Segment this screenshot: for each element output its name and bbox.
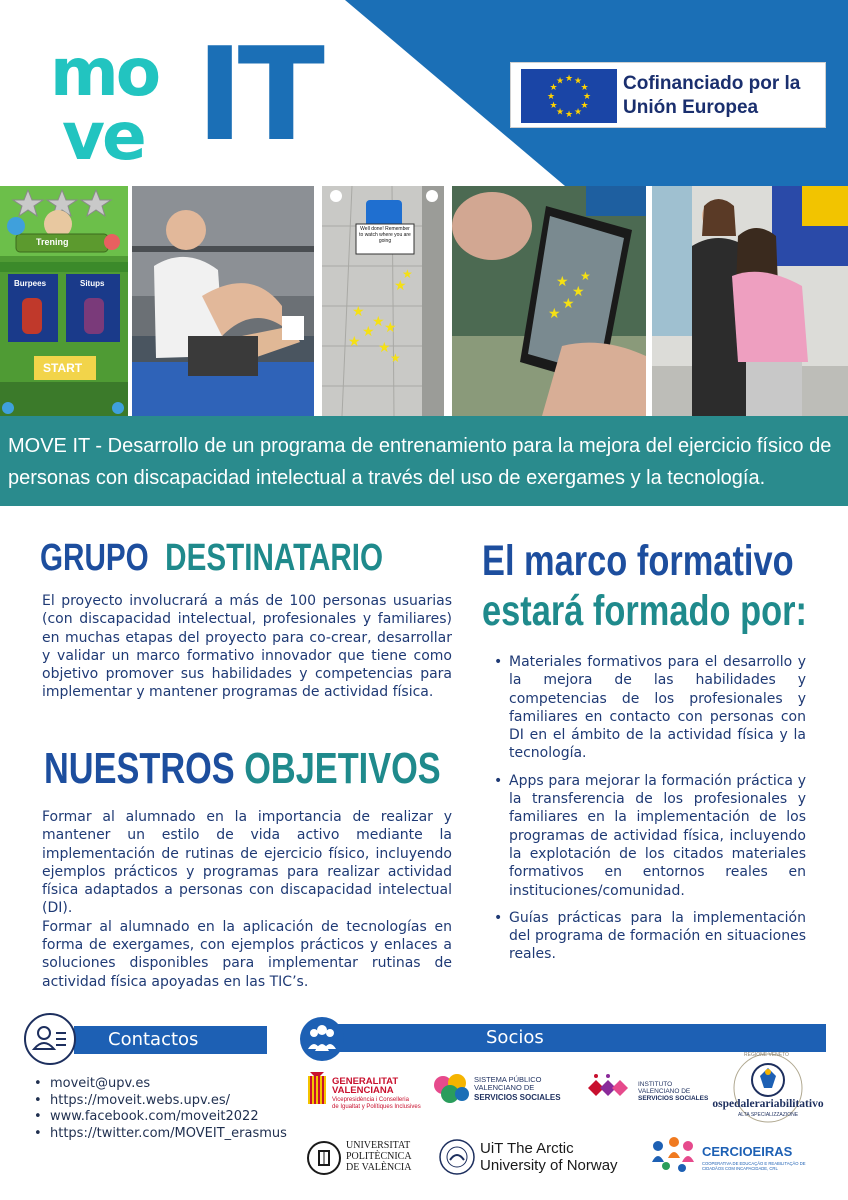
marco-heading [482, 536, 807, 636]
svg-text:★: ★ [572, 284, 585, 300]
contact-twitter-link[interactable]: • https://twitter.com/MOVEIT_erasmus [34, 1126, 287, 1143]
upv-line-3: DE VALÈNCIA [346, 1162, 412, 1173]
photo-ar-street [322, 186, 444, 416]
svg-text:★: ★ [562, 296, 575, 312]
gva-line-4: de Igualtat y Polítiques Inclusives [332, 1104, 421, 1110]
partner-generalitat-valenciana [306, 1070, 421, 1116]
cerci-name: CERCIOEIRAS [702, 1144, 793, 1159]
svg-text:★: ★ [546, 92, 556, 102]
svg-text:★: ★ [362, 324, 375, 340]
sps-line-2: VALENCIANO DE [474, 1083, 535, 1092]
svg-text:★: ★ [549, 83, 558, 93]
marco-heading-line-2: estará formado por: [482, 587, 807, 635]
svg-text:★: ★ [378, 340, 391, 356]
ivss-line-3: SERVICIOS SOCIALES [638, 1095, 709, 1102]
partner-upv [306, 1138, 430, 1178]
svg-text:★: ★ [402, 267, 413, 281]
upv-crest-icon [306, 1140, 342, 1176]
app-tab-label: Trening [36, 237, 69, 247]
grupo-heading-word-2: DESTINATARIO [165, 537, 384, 579]
ospedale-name: ospedalerariabilitativo [712, 1098, 824, 1110]
photo-app-screen [0, 186, 128, 416]
svg-text:★: ★ [580, 83, 589, 93]
photo-two-women [652, 186, 848, 416]
svg-text:★: ★ [548, 306, 561, 322]
ospedale-region: REGIONE VENETO [744, 1052, 789, 1058]
grupo-heading [40, 537, 383, 580]
photo-strip [0, 186, 848, 416]
logo-mo: mo [50, 34, 159, 111]
ar-sign-text: Well done! Remember to watch where you are going [359, 226, 411, 244]
svg-text:★: ★ [573, 107, 583, 118]
uit-line-1: UiT The Arctic [480, 1140, 574, 1157]
partner-ospedale-riabilitativo [712, 1052, 824, 1132]
svg-text:★: ★ [564, 110, 574, 120]
partner-ivss [584, 1072, 708, 1106]
partner-cercioeiras [648, 1130, 828, 1182]
contact-card-icon [24, 1013, 76, 1065]
sps-line-1: SISTEMA PÚBLICO [474, 1075, 542, 1084]
app-exercise-2: Situps [80, 279, 105, 288]
sps-line-3: SERVICIOS SOCIALES [474, 1093, 561, 1102]
eu-cofunding-text: Cofinanciado por la Unión Europea [623, 73, 801, 118]
objetivos-text [42, 808, 452, 991]
marco-list-item: • Materiales formativos para el desarrollo y la mejora de las habilidades y competencias de los profesionales y familiares en contacto con personas con DI en el ámbito de la actividad física y la tecnología. [494, 653, 806, 763]
svg-text:★: ★ [352, 304, 365, 320]
uit-seal-icon [438, 1138, 476, 1176]
photo-man-exercising [132, 186, 314, 416]
marco-list-item: • Apps para mejorar la formación práctica y la transferencia de los profesionales y familiares en la implementación de los programas de actividad física, incluyendo la explotación de los citados materiales formativos en entornos reales en instituciones/comunidad. [494, 772, 806, 900]
svg-text:★: ★ [564, 74, 574, 84]
ospedale-sub: ALTA SPECIALIZZAZIONE [737, 1112, 799, 1118]
svg-text:★: ★ [384, 320, 397, 336]
svg-text:★: ★ [580, 269, 591, 283]
eu-cofunding-badge [510, 62, 826, 128]
svg-text:★: ★ [556, 274, 569, 290]
svg-text:★: ★ [582, 92, 592, 102]
ivss-logo-icon [584, 1072, 636, 1102]
marco-heading-line-1: El marco formativo [482, 537, 794, 585]
generalitat-crest-icon [306, 1072, 328, 1112]
project-banner [0, 416, 848, 506]
objetivos-heading [44, 744, 441, 794]
contact-facebook-link[interactable]: • www.facebook.com/moveit2022 [34, 1109, 287, 1126]
svg-text:★: ★ [372, 314, 385, 330]
sistema-publico-logo-icon [432, 1072, 472, 1106]
logo-it: IT [196, 21, 319, 170]
marco-list [494, 653, 806, 973]
ivss-line-2: VALENCIANO DE [638, 1088, 691, 1095]
gva-line-2: VALENCIANA [332, 1085, 394, 1096]
grupo-heading-word-1: GRUPO [40, 537, 149, 579]
contact-website-link[interactable]: • https://moveit.webs.upv.es/ [34, 1093, 287, 1110]
partner-uit [438, 1136, 634, 1178]
svg-text:★: ★ [348, 334, 361, 350]
project-banner-text: MOVE IT - Desarrollo de un programa de entrenamiento para la mejora del ejercicio físico de personas con discapacidad intelectual a través del uso de exergames y la tecnología. [8, 435, 832, 489]
gva-line-1: GENERALITAT [332, 1076, 399, 1087]
contact-email-link[interactable]: • moveit@upv.es [34, 1076, 287, 1093]
uit-line-2: University of Norway [480, 1157, 618, 1174]
eu-flag-icon [521, 69, 617, 123]
app-exercise-1: Burpees [14, 279, 47, 288]
objetivos-heading-word-2: OBJETIVOS [244, 744, 441, 793]
marco-list-item: • Guías prácticas para la implementación del programa de formación en situaciones reales. [494, 909, 806, 964]
upv-line-2: POLITÈCNICA [346, 1151, 412, 1162]
ivss-line-1: INSTITUTO [638, 1081, 673, 1088]
svg-text:★: ★ [390, 351, 401, 365]
svg-text:★: ★ [549, 101, 558, 111]
ospedale-seal-icon [712, 1052, 824, 1132]
svg-text:★: ★ [573, 76, 583, 87]
app-start-button: START [43, 361, 83, 375]
svg-text:★: ★ [555, 76, 565, 87]
cercioeiras-logo-icon [648, 1132, 700, 1178]
gva-line-3: Vicepresidència i Conselleria [332, 1097, 409, 1103]
svg-text:★: ★ [394, 278, 407, 294]
svg-text:★: ★ [555, 107, 565, 118]
objetivos-paragraph-1: Formar al alumnado en la importancia de realizar y mantener un estilo de vida activo mediante la implementación de rutinas de ejercicio físico, incluyendo ejemplos prácticos y programas para realizar actividad física adaptados a personas con discapacidad intelectual (DI). [42, 809, 452, 917]
moveit-logo [50, 21, 350, 175]
objetivos-paragraph-2: Formar al alumnado en la aplicación de tecnologías en forma de exergames, con ejemplos prácticos y enlaces a soluciones disponibles para implementar rutinas de actividad física apoyadas en las TIC’s. [42, 918, 452, 990]
contact-list [34, 1076, 287, 1142]
grupo-text: El proyecto involucrará a más de 100 personas usuarias (con discapacidad intelectual, profesionales y familiares) en muchas etapas del proyecto para co-crear, desarrollar y validar un marco formativo innovador que tiene como objetivo promover sus habilidades y competencias para implementar y mantener programas de actividad física. [42, 593, 452, 701]
objetivos-heading-word-1: NUESTROS [44, 744, 235, 793]
socios-title: Socios [332, 1024, 826, 1052]
contactos-title: Contactos [74, 1026, 267, 1054]
cerci-sub: COOPERATIVA DE EDUCAÇÃO E REABILITAÇÃO DE CIDADÃOS COM INCAPACIDADE, CRL [702, 1161, 806, 1171]
upv-line-1: UNIVERSITAT [346, 1140, 411, 1151]
svg-text:★: ★ [580, 101, 589, 111]
logo-ve: ve [62, 98, 144, 175]
partners-group-icon [300, 1017, 344, 1061]
partner-sistema-publico [432, 1070, 566, 1110]
photo-phone-ar [452, 186, 646, 416]
